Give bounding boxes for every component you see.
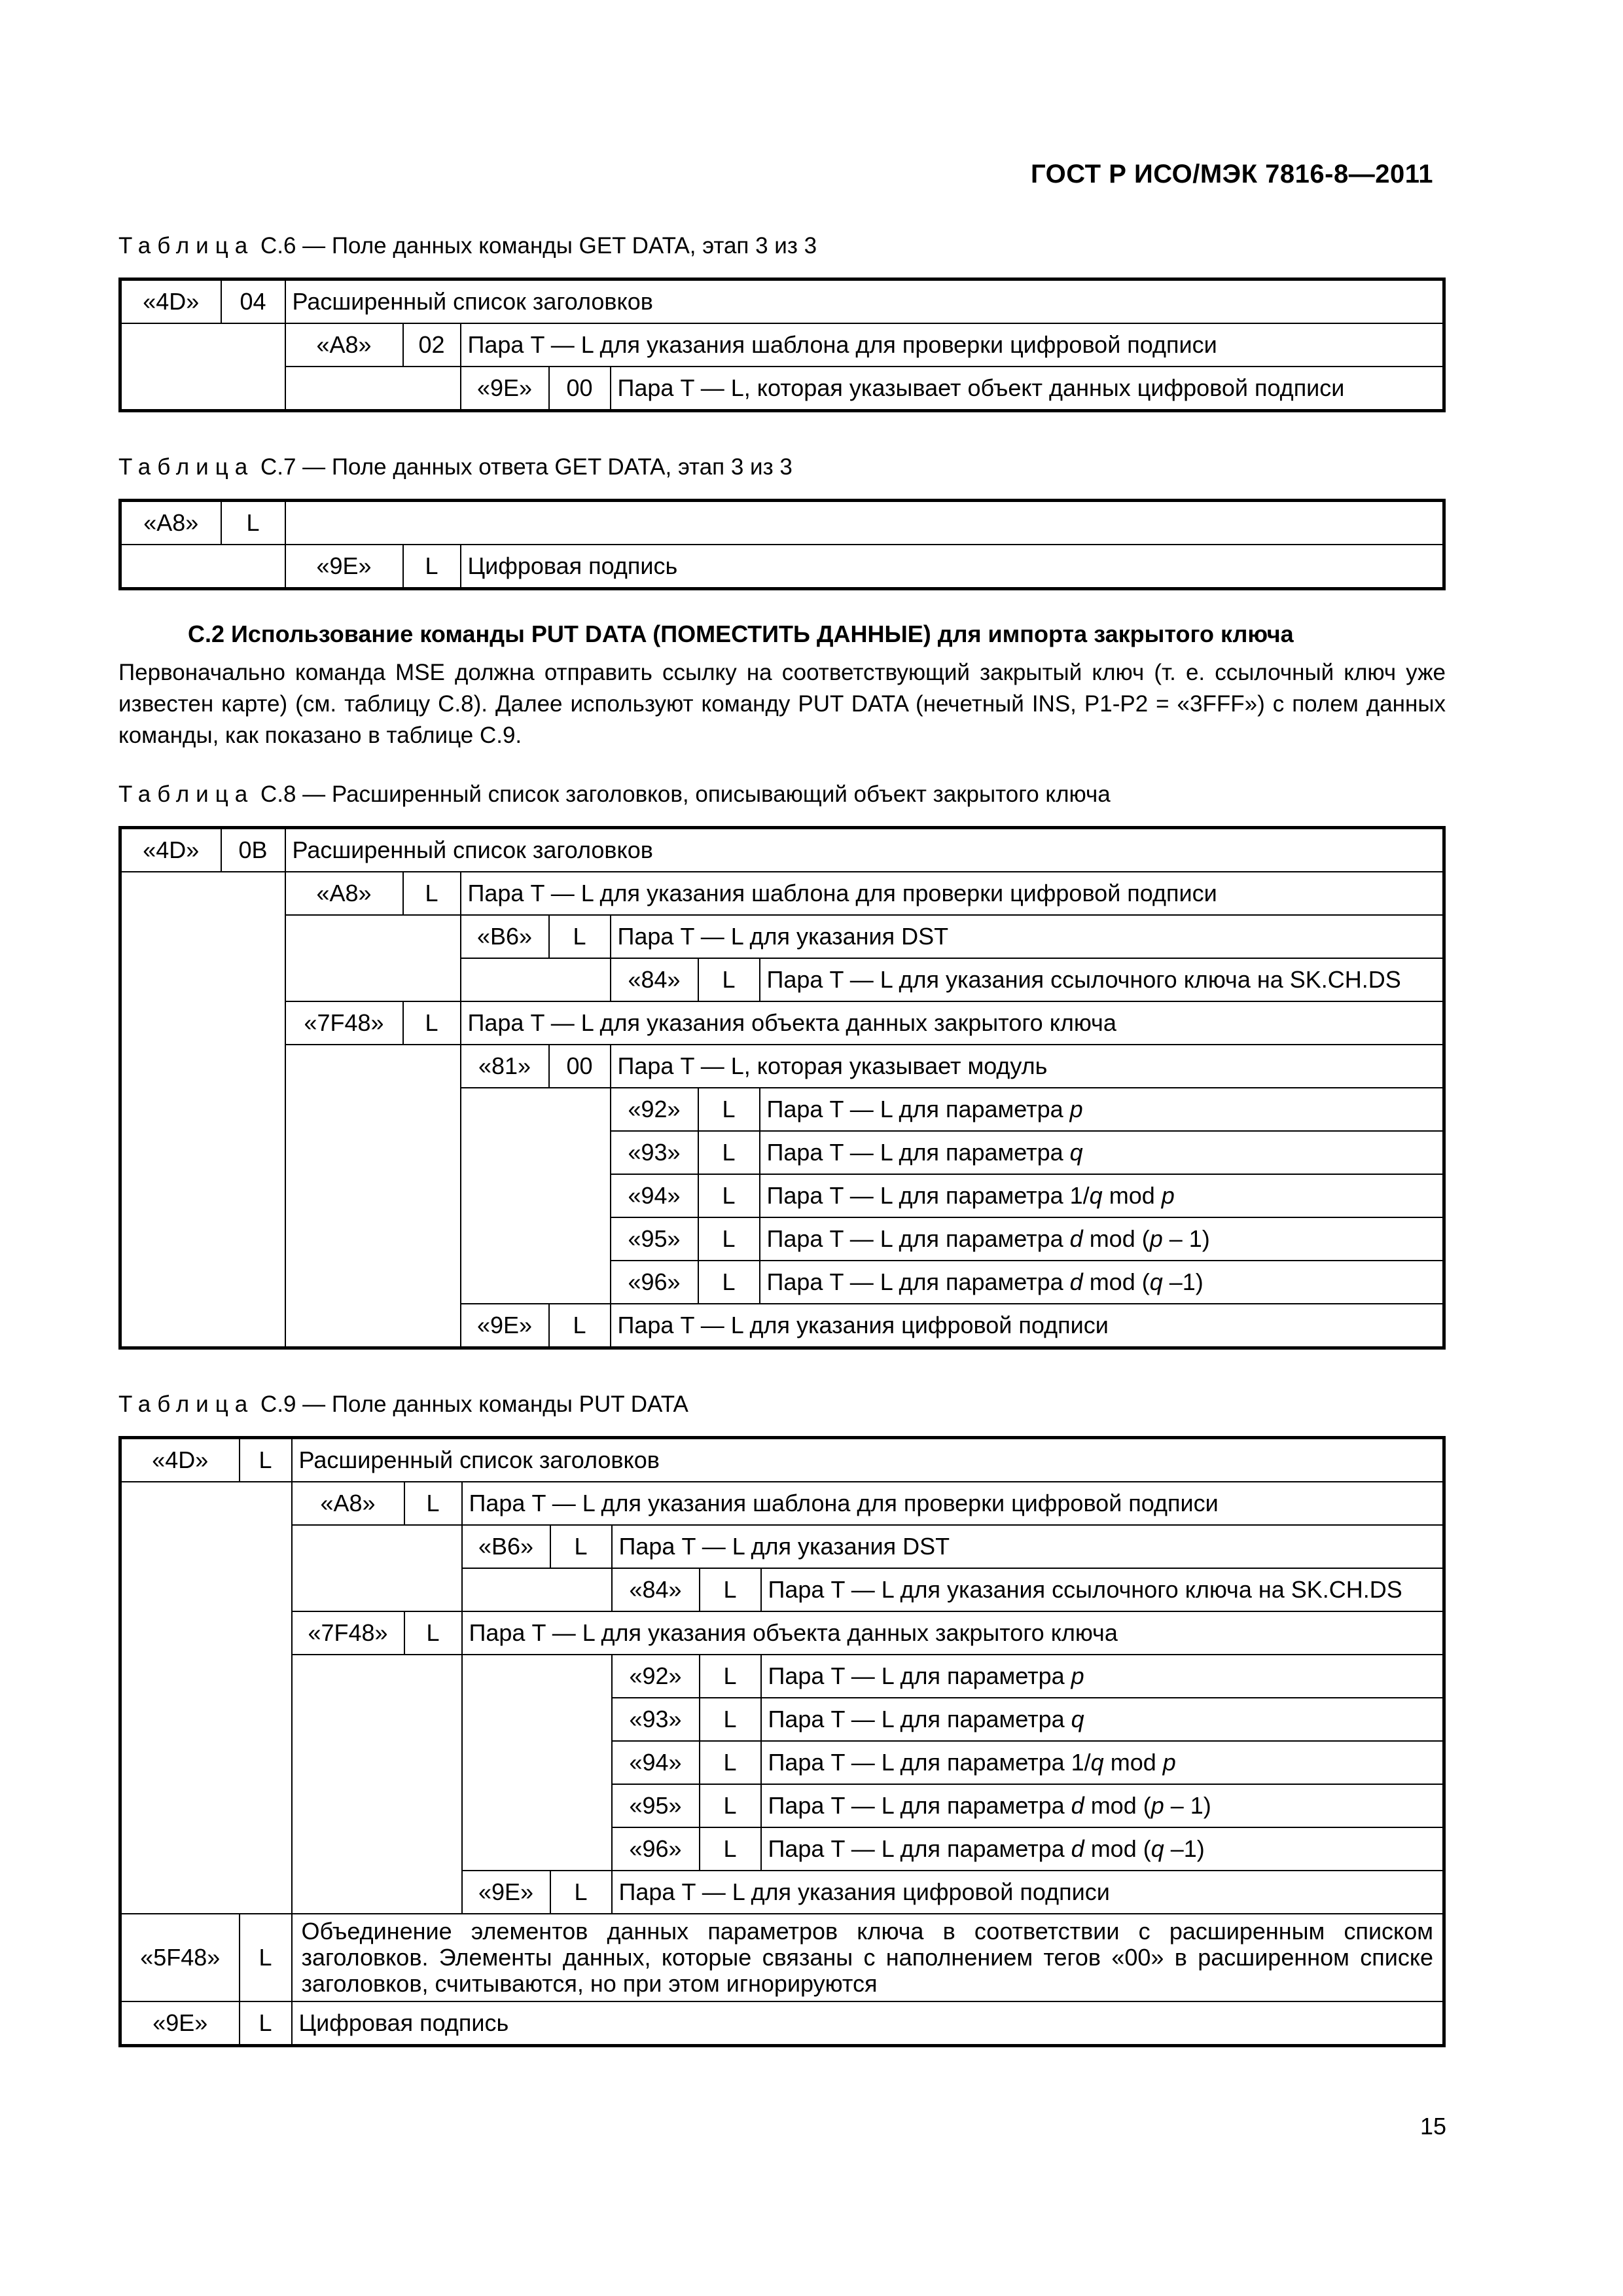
table-cell: «84» bbox=[611, 958, 698, 1001]
text-run: d bbox=[1069, 1268, 1083, 1295]
table-cell bbox=[761, 1827, 1444, 1871]
table-row bbox=[120, 1525, 1444, 1568]
empty-cell bbox=[461, 958, 611, 1001]
section-title: C.2 Использование команды PUT DATA (ПОМЕСТИТЬ ДАННЫЕ) для импорта закрытого ключа bbox=[188, 620, 1294, 647]
table-cell: L bbox=[404, 1611, 462, 1655]
table-row bbox=[120, 1655, 1444, 1698]
text-run: Пара T — L для параметра bbox=[766, 1225, 1070, 1252]
table-cell: Пара T — L, которая указывает объект данных цифровой подписи bbox=[611, 367, 1444, 411]
text-run: mod ( bbox=[1082, 1268, 1150, 1295]
table-cell: L bbox=[700, 1827, 761, 1871]
text-run: p bbox=[1161, 1182, 1175, 1209]
text-run: Таблица bbox=[118, 233, 255, 259]
table-cell: «84» bbox=[612, 1568, 700, 1611]
table-row bbox=[120, 1438, 1444, 1482]
table-cell: «96» bbox=[612, 1827, 700, 1871]
table-cell: L bbox=[698, 1088, 760, 1131]
table-c6 bbox=[118, 278, 1446, 412]
table-cell: L bbox=[700, 1655, 761, 1698]
table-cell: Объединение элементов данных параметров ключа в соответствии с расширенным списком заголовков. Элементы данных, которые связаны с наполнением тегов «00» в расширенном списке заголовков, считываются, но при этом игнорируются bbox=[292, 1914, 1444, 2001]
table-c9 bbox=[118, 1436, 1446, 2047]
table-cell: Расширенный список заголовков bbox=[292, 1438, 1444, 1482]
table-cell: Пара T — L для указания ссылочного ключа на SK.CH.DS bbox=[760, 958, 1444, 1001]
table-cell bbox=[760, 1174, 1444, 1217]
empty-cell bbox=[120, 545, 285, 589]
table-cell: «9E» bbox=[120, 2001, 240, 2046]
table-cell: L bbox=[221, 501, 285, 545]
text-run: q bbox=[1090, 1749, 1104, 1776]
empty-cell bbox=[285, 1045, 461, 1348]
table-cell: «81» bbox=[461, 1045, 549, 1088]
text-run: Таблица bbox=[118, 454, 255, 480]
table-cell: L bbox=[240, 1914, 292, 2001]
table-row bbox=[120, 1482, 1444, 1525]
table-cell: «93» bbox=[611, 1131, 698, 1174]
table-cell: Пара T — L для указания объекта данных закрытого ключа bbox=[461, 1001, 1444, 1045]
table-row bbox=[120, 501, 1444, 545]
table-cell: «9E» bbox=[461, 1304, 549, 1348]
table-cell: L bbox=[403, 872, 461, 915]
table-cell: L bbox=[240, 2001, 292, 2046]
text-run: q bbox=[1150, 1835, 1164, 1862]
table-cell: L bbox=[403, 1001, 461, 1045]
table-cell: «4D» bbox=[120, 279, 221, 324]
text-run: mod ( bbox=[1084, 1835, 1151, 1862]
table-cell: «95» bbox=[611, 1217, 698, 1261]
table-row bbox=[120, 2001, 1444, 2046]
empty-cell bbox=[292, 1525, 462, 1611]
text-run: d bbox=[1071, 1835, 1084, 1862]
empty-cell bbox=[285, 501, 1444, 545]
table-cell: L bbox=[698, 958, 760, 1001]
text-run: – 1) bbox=[1164, 1792, 1211, 1819]
section-paragraph: Первоначально команда MSE должна отправить ссылку на соответствующий закрытый ключ (т. е. ссылочный ключ уже известен карте) (см. таблицу C.8). Далее используют команду PUT DATA (нечетный INS, P1-P2 = «3FFF») с полем данных команды, как показано в таблице C.9. bbox=[118, 660, 1446, 748]
table-row bbox=[120, 545, 1444, 589]
text-run: q bbox=[1071, 1706, 1084, 1732]
table-cell: L bbox=[549, 1304, 611, 1348]
table-cell bbox=[761, 1698, 1444, 1741]
table-c6-caption bbox=[118, 233, 817, 259]
table-row bbox=[120, 1045, 1444, 1088]
table-cell: Пара T — L для указания цифровой подписи bbox=[611, 1304, 1444, 1348]
table-cell: L bbox=[698, 1217, 760, 1261]
table-cell: «95» bbox=[612, 1784, 700, 1827]
table-cell: 0B bbox=[221, 828, 285, 872]
table-cell: «9E» bbox=[461, 367, 549, 411]
table-cell: «93» bbox=[612, 1698, 700, 1741]
table-cell: Пара T — L для указания цифровой подписи bbox=[612, 1871, 1444, 1914]
text-run: C.8 — Расширенный список заголовков, описывающий объект закрытого ключа bbox=[260, 781, 1111, 807]
table-cell: L bbox=[700, 1784, 761, 1827]
table-cell: L bbox=[550, 1525, 612, 1568]
table-cell: «94» bbox=[611, 1174, 698, 1217]
table-cell bbox=[760, 1088, 1444, 1131]
text-run: Пара T — L для параметра bbox=[766, 1139, 1070, 1166]
text-run: Таблица bbox=[118, 781, 255, 807]
table-cell: L bbox=[550, 1871, 612, 1914]
empty-cell bbox=[292, 1655, 462, 1914]
table-cell: «4D» bbox=[120, 1438, 240, 1482]
text-run: Пара T — L для параметра bbox=[768, 1792, 1071, 1819]
page-number: 15 bbox=[1419, 2113, 1446, 2140]
table-cell bbox=[761, 1741, 1444, 1784]
text-run: C.7 — Поле данных ответа GET DATA, этап 3 из 3 bbox=[260, 454, 793, 480]
table-row bbox=[120, 828, 1444, 872]
table-row bbox=[120, 1611, 1444, 1655]
table-cell: «4D» bbox=[120, 828, 221, 872]
table-cell: Пара T — L для указания DST bbox=[612, 1525, 1444, 1568]
table-row bbox=[120, 1914, 1444, 2001]
table-cell: Расширенный список заголовков bbox=[285, 828, 1444, 872]
text-run: p bbox=[1069, 1096, 1083, 1122]
text-run: mod bbox=[1103, 1749, 1163, 1776]
table-cell: Пара T — L для указания объекта данных закрытого ключа bbox=[462, 1611, 1444, 1655]
text-run: p bbox=[1149, 1225, 1163, 1252]
table-cell: «9E» bbox=[285, 545, 403, 589]
text-run: mod bbox=[1102, 1182, 1162, 1209]
table-cell: Цифровая подпись bbox=[461, 545, 1444, 589]
table-cell: «A8» bbox=[292, 1482, 404, 1525]
table-cell: Пара T — L для указания шаблона для проверки цифровой подписи bbox=[461, 323, 1444, 367]
text-run: Пара T — L для параметра bbox=[768, 1835, 1071, 1862]
table-cell: 00 bbox=[549, 367, 611, 411]
text-run: –1) bbox=[1162, 1268, 1204, 1295]
table-c8 bbox=[118, 826, 1446, 1350]
table-cell: 04 bbox=[221, 279, 285, 324]
text-run: Пара T — L для параметра bbox=[766, 1268, 1070, 1295]
table-cell: L bbox=[700, 1741, 761, 1784]
empty-cell bbox=[285, 915, 461, 1001]
table-cell: L bbox=[698, 1174, 760, 1217]
empty-cell bbox=[120, 367, 285, 411]
table-cell: «A8» bbox=[285, 323, 403, 367]
table-cell: Пара T — L для указания DST bbox=[611, 915, 1444, 958]
table-cell: L bbox=[403, 545, 461, 589]
table-cell: L bbox=[549, 915, 611, 958]
table-cell: L bbox=[698, 1131, 760, 1174]
table-cell bbox=[760, 1217, 1444, 1261]
table-cell: «A8» bbox=[285, 872, 403, 915]
table-cell bbox=[760, 1261, 1444, 1304]
table-cell: Расширенный список заголовков bbox=[285, 279, 1444, 324]
table-cell: Пара T — L для указания шаблона для проверки цифровой подписи bbox=[461, 872, 1444, 915]
text-run: –1) bbox=[1164, 1835, 1205, 1862]
table-c9-caption bbox=[118, 1391, 688, 1418]
table-cell: «92» bbox=[611, 1088, 698, 1131]
table-row bbox=[120, 323, 1444, 367]
empty-cell bbox=[461, 1088, 611, 1304]
text-run: mod ( bbox=[1082, 1225, 1150, 1252]
empty-cell bbox=[462, 1655, 612, 1871]
table-cell: «7F48» bbox=[285, 1001, 403, 1045]
text-run: d bbox=[1069, 1225, 1083, 1252]
text-run: Пара T — L для параметра bbox=[768, 1706, 1071, 1732]
text-run: q bbox=[1089, 1182, 1103, 1209]
text-run: C.6 — Поле данных команды GET DATA, этап 3 из 3 bbox=[260, 233, 817, 259]
table-cell: L bbox=[700, 1698, 761, 1741]
table-row bbox=[120, 1001, 1444, 1045]
text-run: C.9 — Поле данных команды PUT DATA bbox=[260, 1391, 688, 1417]
table-cell: «92» bbox=[612, 1655, 700, 1698]
text-run: Пара T — L для параметра 1/ bbox=[768, 1749, 1091, 1776]
text-run: Пара T — L для параметра bbox=[766, 1096, 1070, 1122]
table-cell: Пара T — L для указания шаблона для проверки цифровой подписи bbox=[462, 1482, 1444, 1525]
table-cell bbox=[760, 1131, 1444, 1174]
text-run: Пара T — L для параметра bbox=[768, 1662, 1071, 1689]
table-row bbox=[120, 367, 1444, 411]
table-row bbox=[120, 872, 1444, 915]
table-cell: «B6» bbox=[462, 1525, 550, 1568]
table-cell: «5F48» bbox=[120, 1914, 240, 2001]
empty-cell bbox=[120, 323, 285, 367]
table-cell bbox=[761, 1655, 1444, 1698]
empty-cell bbox=[120, 1482, 292, 1914]
table-cell: 02 bbox=[403, 323, 461, 367]
text-run: p bbox=[1150, 1792, 1164, 1819]
empty-cell bbox=[462, 1568, 612, 1611]
table-cell: L bbox=[700, 1568, 761, 1611]
text-run: Пара T — L для параметра 1/ bbox=[766, 1182, 1090, 1209]
table-cell bbox=[761, 1784, 1444, 1827]
table-cell: Пара T — L, которая указывает модуль bbox=[611, 1045, 1444, 1088]
table-cell: «B6» bbox=[461, 915, 549, 958]
table-cell: L bbox=[240, 1438, 292, 1482]
text-run: q bbox=[1069, 1139, 1083, 1166]
text-run: d bbox=[1071, 1792, 1084, 1819]
table-row bbox=[120, 915, 1444, 958]
text-run: p bbox=[1071, 1662, 1084, 1689]
table-cell: L bbox=[404, 1482, 462, 1525]
table-cell: 00 bbox=[549, 1045, 611, 1088]
text-run: mod ( bbox=[1084, 1792, 1151, 1819]
document-header: ГОСТ Р ИСО/МЭК 7816-8—2011 bbox=[1031, 160, 1433, 188]
text-run: p bbox=[1162, 1749, 1176, 1776]
text-run: – 1) bbox=[1162, 1225, 1210, 1252]
table-cell: Цифровая подпись bbox=[292, 2001, 1444, 2046]
table-cell: «94» bbox=[612, 1741, 700, 1784]
table-cell: Пара T — L для указания ссылочного ключа на SK.CH.DS bbox=[761, 1568, 1444, 1611]
table-cell: «A8» bbox=[120, 501, 221, 545]
table-c8-caption bbox=[118, 781, 1111, 808]
table-cell: «9E» bbox=[462, 1871, 550, 1914]
table-c7-caption bbox=[118, 454, 793, 480]
table-cell: «96» bbox=[611, 1261, 698, 1304]
text-run: Таблица bbox=[118, 1391, 255, 1417]
table-cell: L bbox=[698, 1261, 760, 1304]
empty-cell bbox=[285, 367, 461, 411]
table-c7 bbox=[118, 499, 1446, 590]
table-cell: «7F48» bbox=[292, 1611, 404, 1655]
text-run: q bbox=[1149, 1268, 1163, 1295]
empty-cell bbox=[120, 872, 285, 1348]
table-row bbox=[120, 279, 1444, 324]
